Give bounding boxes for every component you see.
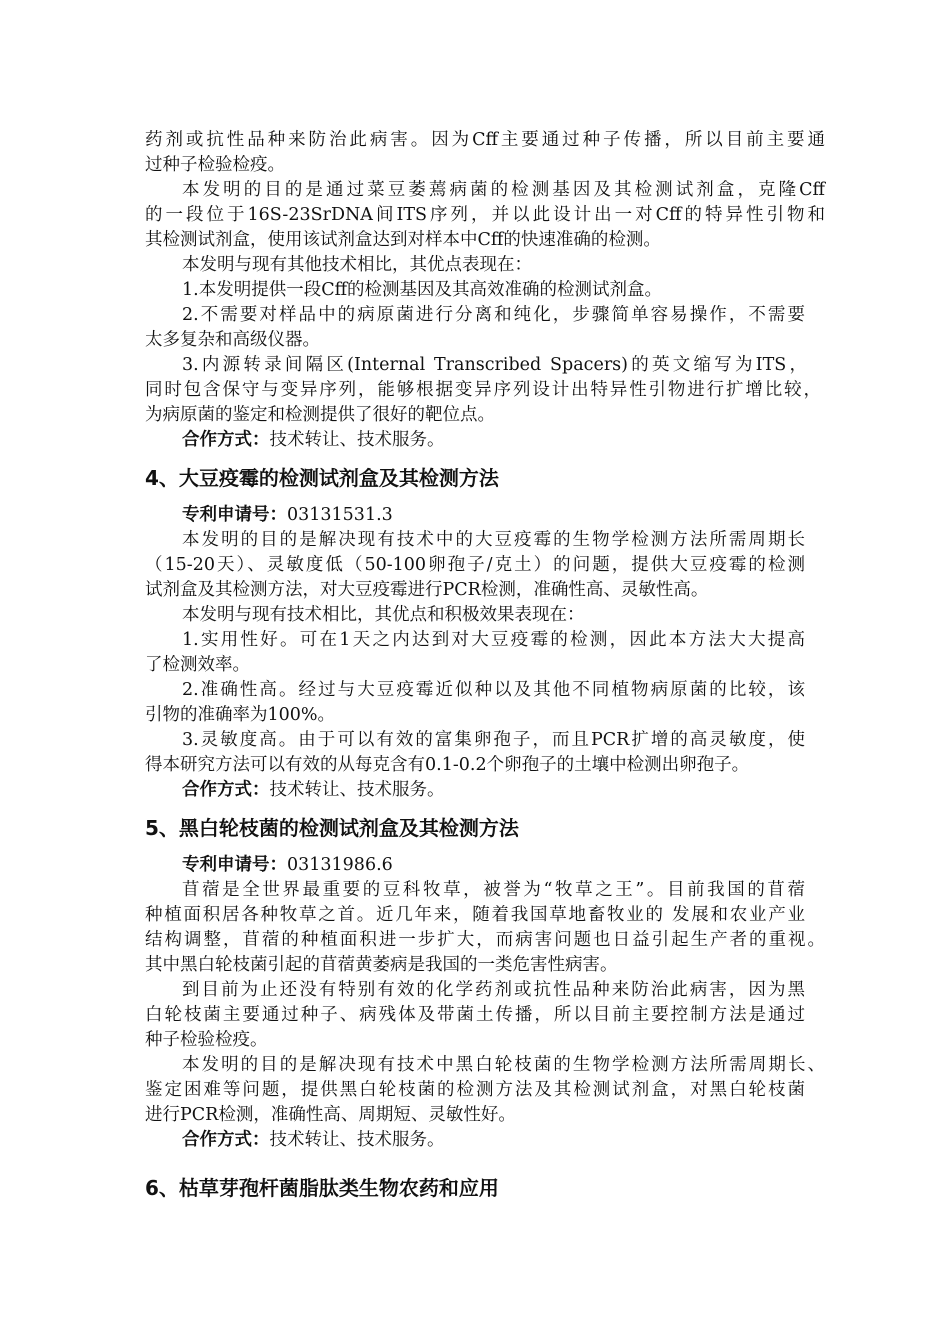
cooperation-label: 合作方式： — [182, 780, 270, 800]
patent-number-line — [182, 853, 862, 877]
paragraph-line: 得本研究方法可以有效的从每克含有0.1-0.2个卵孢子的土壤中检测出卵孢子。 — [145, 755, 750, 775]
paragraph-line: 其检测试剂盒，使用该试剂盒达到对样本中Cff的快速准确的检测。 — [145, 230, 661, 250]
cooperation-label: 合作方式： — [182, 1130, 270, 1150]
paragraph-line: 苜蓿是全世界最重要的豆科牧草，被誉为“牧草之王”。目前我国的苜蓿 — [182, 880, 805, 900]
paragraph-line: 药剂或抗性品种来防治此病害。因为Cff主要通过种子传播，所以目前主要通 — [145, 130, 825, 150]
cooperation-line — [182, 1128, 862, 1152]
paragraph-line: 2.不需要对样品中的病原菌进行分离和纯化，步骤简单容易操作，不需要 — [182, 305, 805, 325]
paragraph-line: 本发明的目的是通过菜豆萎蔫病菌的检测基因及其检测试剂盒，克隆Cff — [182, 180, 825, 200]
paragraph-line: 过种子检验检疫。 — [145, 155, 285, 175]
paragraph-line: 鉴定困难等问题，提供黑白轮枝菌的检测方法及其检测试剂盒，对黑白轮枝菌 — [145, 1080, 805, 1100]
patent-label: 专利申请号： — [182, 505, 287, 525]
cooperation-value: 技术转让、技术服务。 — [269, 780, 445, 800]
paragraph-line: 本发明的目的是解决现有技术中黑白轮枝菌的生物学检测方法所需周期长、 — [182, 1055, 825, 1075]
patent-number: 03131531.3 — [287, 505, 393, 525]
paragraph-line: 结构调整，苜蓿的种植面积进一步扩大，而病害问题也日益引起生产者的重视。 — [145, 930, 825, 950]
paragraph-line: 本发明与现有其他技术相比，其优点表现在： — [182, 255, 532, 275]
paragraph-line: 本发明的目的是解决现有技术中的大豆疫霉的生物学检测方法所需周期长 — [182, 530, 805, 550]
paragraph-line: 2.准确性高。经过与大豆疫霉近似种以及其他不同植物病原菌的比较，该 — [182, 680, 805, 700]
section-heading: 4、大豆疫霉的检测试剂盒及其检测方法 — [145, 466, 499, 490]
cooperation-line — [182, 778, 862, 802]
patent-number-line — [182, 503, 862, 527]
paragraph-line: 白轮枝菌主要通过种子、病残体及带菌土传播，所以目前主要控制方法是通过 — [145, 1005, 805, 1025]
patent-label: 专利申请号： — [182, 855, 287, 875]
section-heading: 5、黑白轮枝菌的检测试剂盒及其检测方法 — [145, 816, 519, 840]
paragraph-line: 太多复杂和高级仪器。 — [145, 330, 320, 350]
cooperation-value: 技术转让、技术服务。 — [269, 1130, 445, 1150]
cooperation-label: 合作方式： — [182, 430, 270, 450]
cooperation-line — [182, 428, 862, 452]
paragraph-line: 了检测效率。 — [145, 655, 250, 675]
paragraph-line: 种植面积居各种牧草之首。近几年来，随着我国草地畜牧业的 发展和农业产业 — [145, 905, 805, 925]
paragraph-line: 为病原菌的鉴定和检测提供了很好的靶位点。 — [145, 405, 495, 425]
paragraph-line: 3.灵敏度高。由于可以有效的富集卵孢子，而且PCR扩增的高灵敏度，使 — [182, 730, 805, 750]
patent-number: 03131986.6 — [287, 855, 393, 875]
paragraph-line: 其中黑白轮枝菌引起的苜蓿黄萎病是我国的一类危害性病害。 — [145, 955, 618, 975]
paragraph-line: 进行PCR检测，准确性高、周期短、灵敏性好。 — [145, 1105, 516, 1125]
paragraph-line: 本发明与现有技术相比，其优点和积极效果表现在： — [182, 605, 585, 625]
paragraph-line: 同时包含保守与变异序列，能够根据变异序列设计出特异性引物进行扩增比较， — [145, 380, 821, 400]
paragraph-line: 3.内源转录间隔区(Internal Transcribed Spacers)的英文缩写为ITS， — [182, 355, 807, 375]
paragraph-line: 引物的准确率为100%。 — [145, 705, 336, 725]
cooperation-value: 技术转让、技术服务。 — [269, 430, 445, 450]
paragraph-line: 到目前为止还没有特别有效的化学药剂或抗性品种来防治此病害，因为黑 — [182, 980, 805, 1000]
paragraph-line: 试剂盒及其检测方法，对大豆疫霉进行PCR检测，准确性高、灵敏性高。 — [145, 580, 709, 600]
paragraph-line: 的一段位于16S-23SrDNA间ITS序列，并以此设计出一对Cff的特异性引物和 — [145, 205, 825, 225]
paragraph-line: 种子检验检疫。 — [145, 1030, 268, 1050]
section-heading: 6、枯草芽孢杆菌脂肽类生物农药和应用 — [145, 1176, 499, 1200]
paragraph-line: （15-20天）、灵敏度低（50-100卵孢子/克土）的问题，提供大豆疫霉的检测 — [145, 555, 805, 575]
paragraph-line: 1.本发明提供一段Cff的检测基因及其高效准确的检测试剂盒。 — [182, 280, 663, 300]
paragraph-line: 1.实用性好。可在1天之内达到对大豆疫霉的检测，因此本方法大大提高 — [182, 630, 805, 650]
